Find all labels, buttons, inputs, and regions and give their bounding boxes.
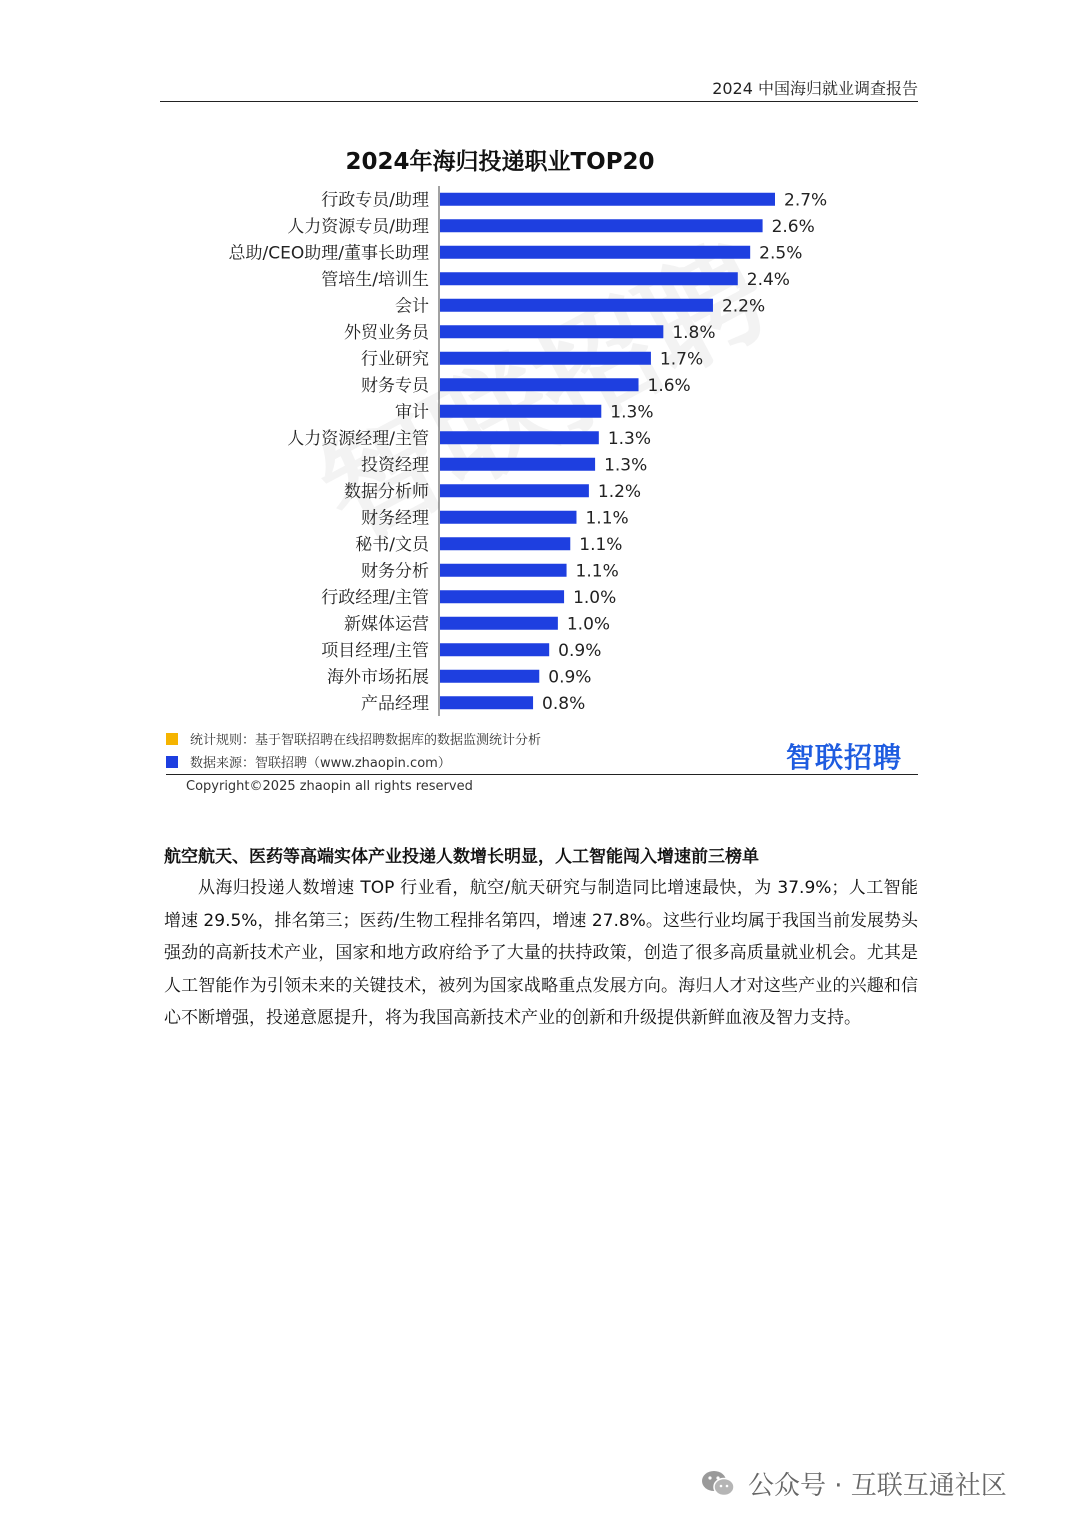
category-label: 项目经理/主管 <box>321 640 429 661</box>
value-label: 0.9% <box>548 667 592 688</box>
bar <box>440 484 589 497</box>
stat-rule-note <box>166 729 541 748</box>
category-label: 行政经理/主管 <box>321 587 429 608</box>
bar <box>440 564 567 577</box>
header-divider <box>160 101 918 102</box>
value-label: 1.0% <box>573 587 617 608</box>
body-paragraph: 从海归投递人数增速 TOP 行业看，航空/航天研究与制造同比增速最快，为 37.9%；人工智能增速 29.5%，排名第三；医药/生物工程排名第四，增速 27.8%。这些行业均属于我国当前发展势头强劲的高新技术产业，国家和地方政府给予了大量的扶持政策，创造了很多高质量就业机会。尤其是人工智能作为引领未来的关键技术，被列为国家战略重点发展方向。海归人才对这些产业的兴趣和信心不断增强，投递意愿提升，将为我国高新技术产业的创新和升级提供新鲜血液及智力支持。 <box>164 878 918 1028</box>
bar <box>440 617 558 630</box>
value-label: 2.7% <box>784 190 828 211</box>
value-label: 1.1% <box>585 508 629 529</box>
value-label: 1.0% <box>566 614 611 635</box>
bar <box>440 193 775 206</box>
category-label: 行业研究 <box>361 349 429 370</box>
category-label: 管培生/培训生 <box>321 269 429 290</box>
bar <box>440 352 651 365</box>
data-source-text: 数据来源：智联招聘（www.zhaopin.com） <box>190 756 451 771</box>
data-source-note <box>166 752 451 771</box>
bar <box>440 378 639 391</box>
bar <box>440 246 750 259</box>
category-label: 新媒体运营 <box>344 614 429 635</box>
category-label: 人力资源经理/主管 <box>287 428 429 449</box>
bar <box>440 537 570 550</box>
value-label: 1.2% <box>597 481 642 502</box>
value-label: 0.8% <box>542 693 586 714</box>
footer-divider <box>166 774 918 775</box>
value-label: 1.6% <box>647 375 691 396</box>
category-label: 人力资源专员/助理 <box>287 216 429 237</box>
bar <box>440 272 738 285</box>
value-label: 2.5% <box>759 243 803 264</box>
bar <box>440 431 599 444</box>
value-label: 2.4% <box>746 269 790 290</box>
value-label: 1.3% <box>610 402 654 423</box>
category-label: 财务经理 <box>361 508 429 529</box>
category-label: 审计 <box>395 402 429 423</box>
value-label: 1.3% <box>604 455 648 476</box>
section-heading: 航空航天、医药等高端实体产业投递人数增长明显，人工智能闯入增速前三榜单 <box>164 847 759 867</box>
bar <box>440 405 601 418</box>
category-label: 海外市场拓展 <box>327 667 429 688</box>
wechat-account-label: 公众号 · 互联互通社区 <box>748 1471 1007 1501</box>
value-label: 1.8% <box>672 322 716 343</box>
category-label: 数据分析师 <box>344 481 429 502</box>
copyright-text: Copyright©2025 zhaopin all rights reserved <box>186 779 473 794</box>
value-label: 2.6% <box>771 216 815 237</box>
bar <box>440 590 564 603</box>
bar <box>440 219 763 232</box>
bar <box>440 458 595 471</box>
value-label: 1.1% <box>579 534 623 555</box>
bar-chart <box>160 180 860 720</box>
bar <box>440 643 549 656</box>
chart-title: 2024年海归投递职业TOP20 <box>345 149 655 175</box>
wechat-icon <box>700 1468 736 1500</box>
bar <box>440 511 576 524</box>
value-label: 0.9% <box>558 640 602 661</box>
bar <box>440 325 663 338</box>
category-label: 财务分析 <box>361 561 429 582</box>
category-label: 秘书/文员 <box>355 534 429 555</box>
value-label: 1.1% <box>575 561 619 582</box>
stat-rule-text: 统计规则：基于智联招聘在线招聘数据库的数据监测统计分析 <box>190 733 542 748</box>
value-label: 1.3% <box>607 428 652 449</box>
category-label: 会计 <box>395 296 429 317</box>
bar <box>440 670 539 683</box>
zhaopin-logo: 智联招聘 <box>786 741 903 774</box>
blue-square-icon <box>166 756 178 768</box>
bar <box>440 696 533 709</box>
category-label: 投资经理 <box>361 455 429 476</box>
value-label: 1.7% <box>659 349 704 370</box>
category-label: 财务专员 <box>361 375 429 396</box>
value-label: 2.2% <box>721 296 766 317</box>
category-label: 总助/CEO助理/董事长助理 <box>228 243 429 264</box>
report-header-title: 2024 中国海归就业调查报告 <box>712 79 918 98</box>
category-label: 外贸业务员 <box>344 322 429 343</box>
category-label: 行政专员/助理 <box>321 190 429 211</box>
wechat-account-badge[interactable] <box>700 1465 1007 1502</box>
category-label: 产品经理 <box>361 693 429 714</box>
bar <box>440 299 713 312</box>
yellow-square-icon <box>166 733 178 745</box>
